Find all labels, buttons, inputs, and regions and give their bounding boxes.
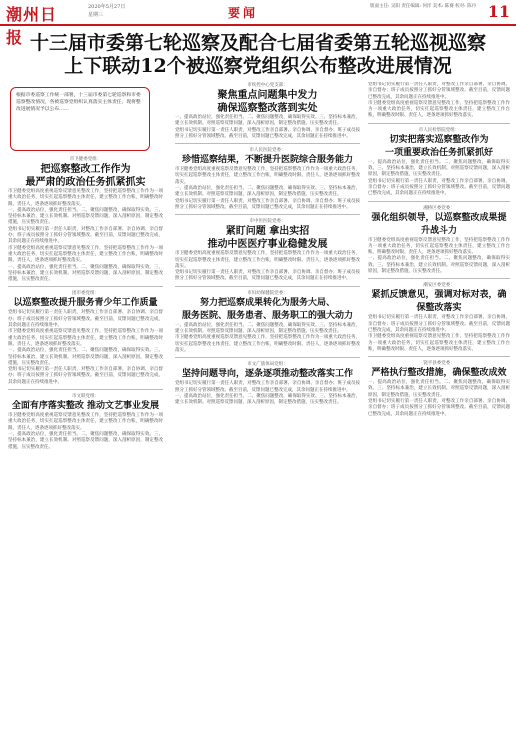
article-title: 全面有序落实整改 推动文艺事业发展 [11,401,160,412]
article-body: 党组书记切实履行第一责任人职责，对整改工作亲自部署、亲自协调、亲自督办；班子成员按照分工抓好分管领域整改。截至目前，反馈问题已整改完成，其余问题正在持续推进中。 [368,82,510,100]
article-kicker: 市妇幼保健院党委： [247,290,288,296]
article-body: 市卫健委党组高度重视巡察反馈意见整改工作，坚持把巡察整改工作作为一项重大政治任务，切实扛起巡察整改主体责任，建立整改工作台账，明确整改时限、责任人，逐条逐项抓好整改落实。 [368,100,510,119]
article-body: 党组书记切实履行第一责任人职责，对整改工作亲自部署、亲自协调、亲自督办；班子成员按照分工抓好分管领域整改。截至目前，反馈问题已整改完成，其余问题正在持续推进中。 [175,127,360,139]
article-body: 一、提高政治站位，强化责任担当。二、聚焦问题整改，确保取得实效。三、坚持标本兼治，建立长效机制。对照巡察反馈问题，深入剖析原因，制定整改措施，压实整改责任。 [368,159,510,178]
column-1 [8,156,163,726]
article-body: 市卫健委党组高度重视巡察反馈意见整改工作，坚持把巡察整改工作作为一项重大政治任务，切实扛起巡察整改主体责任，建立整改工作台账，明确整改时限、责任人，逐条逐项抓好整改落实。 [368,237,510,256]
article-title: 严格执行整改措施，确保整改成效 [371,368,507,379]
article-title: 坚持问题导向，逐条逐项推动整改落实工作 [181,369,353,380]
article-body: 一、提高政治站位，强化责任担当。二、聚焦问题整改，确保取得实效。三、坚持标本兼治，建立长效机制。对照巡察反馈问题，深入剖析原因，制定整改措施，压实整改责任。 [8,348,163,366]
article-kicker: 团市委党组： [72,291,99,297]
article-body: 一、提高政治站位，强化责任担当。二、聚焦问题整改，确保取得实效。三、坚持标本兼治，建立长效机制。对照巡察反馈问题，深入剖析原因，制定整改措施，压实整改责任。 [175,115,360,127]
article-body: 党组书记切实履行第一责任人职责，对整改工作亲自部署、亲自协调、亲自督办；班子成员按照分工抓好分管领域整改。截至目前，反馈问题已整改完成，其余问题正在持续推进中。 [368,399,510,417]
article-body: 党组书记切实履行第一责任人职责，对整改工作亲自部署、亲自协调、亲自督办；班子成员按照分工抓好分管领域整改。截至目前，反馈问题已整改完成，其余问题正在持续推进中。 [8,367,163,385]
article-body: 市卫健委党组高度重视巡察反馈意见整改工作，坚持把巡察整改工作作为一项重大政治任务，切实扛起巡察整改主体责任，建立整改工作台账，明确整改时限、责任人，逐条逐项抓好整改落实。 [175,167,360,185]
article-body: 一、提高政治站位，强化责任担当。二、聚焦问题整改，确保取得实效。三、坚持标本兼治，建立长效机制。对照巡察反馈问题，深入剖析原因，制定整改措施，压实整改责任。 [8,207,163,226]
column-2 [175,82,360,727]
article-body: 党组书记切实履行第一责任人职责，对整改工作亲自部署、亲自协调、亲自督办；班子成员按照分工抓好分管领域整改。截至目前，反馈问题已整改完成，其余问题正在持续推进中。 [8,226,163,245]
article-kicker: 市文广旅体局党组： [247,362,288,368]
article-body: 一、提高政治站位，强化责任担当。二、聚焦问题整改，确保取得实效。三、坚持标本兼治，建立长效机制。对照巡察反馈问题，深入剖析原因，制定整改措施，压实整改责任。 [8,264,163,283]
article-body: 市卫健委党组高度重视巡察反馈意见整改工作，坚持把巡察整改工作作为一项重大政治任务，切实扛起巡察整改主体责任，建立整改工作台账，明确整改时限、责任人，逐条逐项抓好整改落实。 [175,335,360,353]
article-body: 党组书记切实履行第一责任人职责，对整改工作亲自部署、亲自协调、亲自督办；班子成员按照分工抓好分管领域整改。截至目前，反馈问题已整改完成，其余问题正在持续推进中。 [175,270,360,282]
section-label: 要闻 [228,6,259,20]
article-body: 一、提高政治站位，强化责任担当。二、聚焦问题整改，确保取得实效。三、坚持标本兼治，建立长效机制。对照巡察反馈问题，深入剖析原因，制定整改措施，压实整改责任。 [175,393,360,406]
article-body: 市卫健委党组高度重视巡察反馈意见整改工作，坚持把巡察整改工作作为一项重大政治任务，切实扛起巡察整改主体责任，建立整改工作台账，明确整改时限、责任人，逐条逐项抓好整改落实。 [368,334,510,352]
article-title: 把巡察整改工作作为 最严肃的政治任务抓紧抓实 [25,164,146,188]
page-headline: 十三届市委第七轮巡察及配合七届省委第五轮巡视巡察 上下联动12个被巡察党组织公布整改进展情况 [29,32,486,77]
article-body: 党组书记切实履行第一责任人职责，对整改工作亲自部署、亲自协调、亲自督办；班子成员按照分工抓好分管领域整改。截至目前，反馈问题已整改完成，其余问题正在持续推进中。 [368,315,510,333]
article-kicker: 市人民医院党委： [249,148,286,154]
column-3 [368,82,510,727]
article-title: 切实把落实巡察整改作为 一项重要政治任务抓紧抓好 [384,134,493,158]
masthead [0,0,516,47]
article-body: 党组书记切实履行第一责任人职责，对整改工作亲自部署、亲自协调、亲自督办；班子成员按照分工抓好分管领域整改。截至目前，反馈问题已整改完成，其余问题正在持续推进中。 [175,381,360,393]
article-kicker: 市文联党组： [72,394,99,400]
article-kicker: 潮安区委党委： [423,283,455,289]
article-body: 市卫健委党组高度重视巡察反馈意见整改工作，坚持把巡察整改工作作为一项重大政治任务，切实扛起巡察整改主体责任，建立整改工作台账，明确整改时限、责任人，逐条逐项抓好整改落实。 [175,251,360,269]
article-body: 一、提高政治站位，强化责任担当。二、聚焦问题整改，确保取得实效。三、坚持标本兼治，建立长效机制。对照巡察反馈问题，深入剖析原因，制定整改措施，压实整改责任。 [368,256,510,275]
article-title: 以巡察整改提升服务青少年工作质量 [13,298,158,309]
article-kicker: 饶平县委党委： [423,361,455,367]
article-body: 市卫健委党组高度重视巡察反馈意见整改工作，坚持把巡察整改工作作为一项重大政治任务，切实扛起巡察整改主体责任，建立整改工作台账，明确整改时限、责任人，逐条逐项抓好整改落实。 [8,189,163,207]
article-body: 党组书记切实履行第一责任人职责，对整改工作亲自部署、亲自协调、亲自督办；班子成员按照分工抓好分管领域整改。截至目前，反馈问题已整改完成，其余问题正在持续推进中。 [8,310,163,329]
article-kicker: 市疾控中心党支部： [247,83,288,88]
article-body: 一、提高政治站位，强化责任担当。二、聚焦问题整改，确保取得实效。三、坚持标本兼治，建立长效机制。对照巡察反馈问题，深入剖析原因，制定整改措施，压实整改责任。 [175,322,360,335]
article-title: 强化组织领导，以巡察整改成果提升战斗力 [371,212,507,236]
article-title: 聚焦重点问题集中发力 确保巡察整改落到实处 [217,90,318,114]
article-body: 市卫健委党组高度重视巡察反馈意见整改工作，坚持把巡察整改工作作为一项重大政治任务，切实扛起巡察整改主体责任，建立整改工作台账，明确整改时限、责任人，逐条逐项抓好整改落实。 [8,413,163,431]
article-kicker: 市中医医院党委： [249,219,286,225]
article-kicker: 湘桥区委党委： [423,205,455,211]
article-kicker: 市卫健委党组： [69,157,102,162]
article-body: 一、提高政治站位，强化责任担当。二、聚焦问题整改，确保取得实效。三、坚持标本兼治，建立长效机制。对照巡察反馈问题，深入剖析原因，制定整改措施，压实整改责任。 [175,186,360,198]
issue-date: 2020年5月27日 星期三 [88,4,126,18]
article-kicker: 市人民检察院党组： [418,127,460,133]
article-body: 市卫健委党组高度重视巡察反馈意见整改工作，坚持把巡察整改工作作为一项重大政治任务，切实扛起巡察整改主体责任，建立整改工作台账，明确整改时限、责任人，逐条逐项抓好整改落实。 [8,245,163,264]
article-body: 一、提高政治站位，强化责任担当。二、聚焦问题整改，确保取得实效。三、坚持标本兼治，建立长效机制。对照巡察反馈问题，深入剖析原因，制定整改措施，压实整改责任。 [8,431,163,450]
article-body: 一、提高政治站位，强化责任担当。二、聚焦问题整改，确保取得实效。三、坚持标本兼治，建立长效机制。对照巡察反馈问题，深入剖析原因，制定整改措施，压实整改责任。 [368,380,510,398]
editor-credits: 版面主任: 吴阳 责任编辑: 何洋 美术: 陈赛 校对: 陈丹 [370,4,477,9]
article-title: 努力把巡察成果转化为服务大局、 服务医院、服务患者、服务职工的强大动力 [181,297,353,321]
page-number: 11 [487,2,510,21]
article-title: 紧抓反馈意见，强调对标对表，确保整改落实 [371,290,507,314]
lead-box: 根据市委巡察工作统一部署，十三届市委第七轮巡察和市委巡察整改情况，各被巡察党组织认真落实主体责任，现将整改进展情况予以公布…… [10,87,150,151]
article-body: 党组书记切实履行第一责任人职责，对整改工作亲自部署、亲自协调、亲自督办；班子成员按照分工抓好分管领域整改。截至目前，反馈问题已整改完成，其余问题正在持续推进中。 [368,178,510,197]
article-title: 紧盯问题 拿出实招 推动中医医疗事业稳健发展 [207,226,328,251]
article-body: 市卫健委党组高度重视巡察反馈意见整改工作，坚持把巡察整改工作作为一项重大政治任务，切实扛起巡察整改主体责任，建立整改工作台账，明确整改时限、责任人，逐条逐项抓好整改落实。 [8,329,163,347]
article-body: 党组书记切实履行第一责任人职责，对整改工作亲自部署、亲自协调、亲自督办；班子成员按照分工抓好分管领域整改。截至目前，反馈问题已整改完成，其余问题正在持续推进中。 [175,198,360,210]
newspaper-logo: 潮州日报 [6,5,58,47]
article-title: 珍惜巡察结果，不断提升医院综合服务能力 [181,155,353,166]
